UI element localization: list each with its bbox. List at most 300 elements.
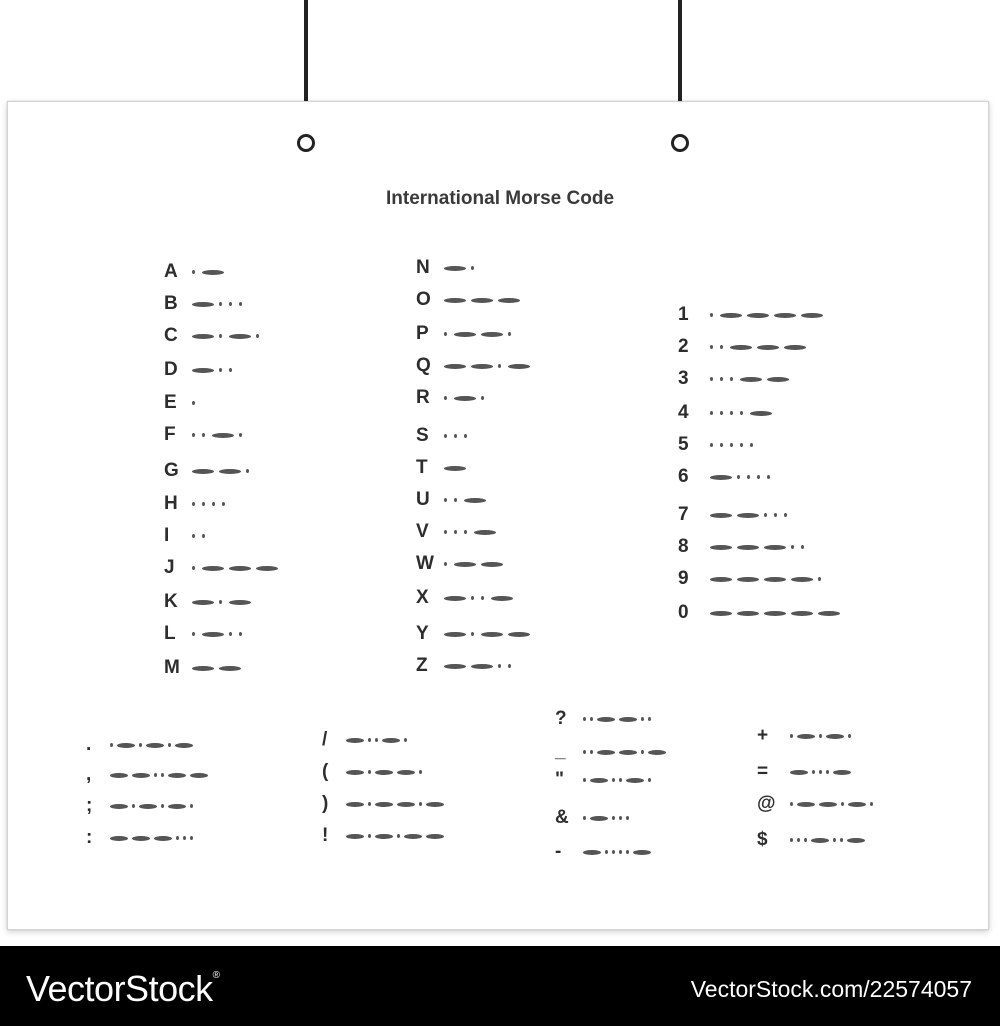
morse-dash	[797, 802, 815, 807]
morse-dot	[648, 717, 651, 721]
morse-dot	[720, 377, 723, 381]
morse-symbol: C	[164, 325, 178, 346]
morse-dot	[750, 443, 753, 447]
morse-symbol: I	[164, 525, 170, 546]
morse-dash	[444, 632, 466, 637]
morse-dot	[710, 345, 713, 349]
morse-code	[192, 497, 232, 511]
morse-dot	[804, 838, 807, 842]
morse-symbol: -	[555, 841, 562, 862]
morse-dot	[730, 377, 733, 381]
morse-dash	[767, 377, 789, 382]
morse-symbol: U	[416, 489, 430, 510]
morse-dot	[730, 443, 733, 447]
morse-dash	[444, 466, 466, 471]
morse-dash	[508, 632, 530, 637]
morse-symbol: X	[416, 587, 429, 608]
morse-dash	[444, 664, 466, 669]
morse-symbol: B	[164, 293, 178, 314]
morse-dot	[720, 411, 723, 415]
morse-dot	[790, 802, 793, 806]
morse-dot	[229, 632, 232, 636]
registered-mark: ®	[212, 970, 220, 981]
morse-dot	[797, 838, 800, 842]
morse-dash	[498, 298, 520, 303]
morse-dot	[404, 738, 407, 742]
morse-code	[444, 591, 518, 605]
morse-dot	[848, 734, 851, 738]
morse-dash	[508, 364, 530, 369]
morse-dash	[256, 566, 278, 571]
morse-dot	[737, 475, 740, 479]
morse-code	[710, 572, 828, 586]
morse-dot	[190, 836, 193, 840]
morse-dash	[154, 836, 172, 841]
morse-dot	[161, 773, 164, 777]
morse-dash	[626, 778, 644, 783]
morse-dash	[229, 600, 251, 605]
morse-dot	[239, 302, 242, 306]
morse-dash	[764, 577, 786, 582]
morse-symbol: /	[322, 729, 328, 750]
morse-dash	[747, 313, 769, 318]
morse-dot	[256, 334, 259, 338]
morse-dash	[426, 834, 444, 839]
morse-dot	[192, 632, 195, 636]
morse-code	[346, 829, 448, 843]
morse-dot	[612, 778, 615, 782]
morse-symbol: (	[322, 761, 329, 782]
morse-dash	[444, 266, 466, 271]
morse-dash	[471, 298, 493, 303]
morse-dash	[404, 834, 422, 839]
hanging-ring-right	[671, 134, 689, 152]
morse-dash	[219, 469, 241, 474]
morse-code	[710, 470, 777, 484]
morse-dot	[833, 838, 836, 842]
morse-dot	[626, 850, 629, 854]
morse-dash	[346, 834, 364, 839]
morse-dot	[583, 750, 586, 754]
morse-dash	[730, 345, 752, 350]
morse-dash	[720, 313, 742, 318]
morse-dash	[346, 802, 364, 807]
morse-dash	[764, 611, 786, 616]
morse-code	[192, 529, 212, 543]
morse-dash	[444, 298, 466, 303]
morse-dash	[790, 770, 808, 775]
morse-dash	[737, 577, 759, 582]
morse-dash	[633, 850, 651, 855]
morse-dash	[426, 802, 444, 807]
morse-dash	[146, 743, 164, 748]
morse-dot	[840, 838, 843, 842]
morse-dot	[498, 364, 501, 368]
morse-dot	[222, 502, 225, 506]
morse-dash	[737, 611, 759, 616]
morse-dot	[444, 434, 447, 438]
morse-symbol: +	[757, 725, 769, 746]
morse-dot	[641, 717, 644, 721]
morse-code	[444, 627, 535, 641]
morse-code	[710, 308, 828, 322]
morse-code	[710, 372, 794, 386]
morse-dash	[847, 838, 865, 843]
morse-dot	[583, 778, 586, 782]
morse-dash	[590, 778, 608, 783]
morse-code	[444, 429, 474, 443]
morse-dot	[176, 836, 179, 840]
morse-dot	[583, 717, 586, 721]
morse-dot	[764, 513, 767, 517]
morse-symbol: M	[164, 657, 180, 678]
morse-dot	[444, 498, 447, 502]
morse-symbol: 0	[678, 602, 689, 623]
hanging-ring-left	[297, 134, 315, 152]
morse-dash	[750, 411, 772, 416]
morse-symbol: T	[416, 457, 428, 478]
morse-symbol: E	[164, 392, 177, 413]
morse-dot	[612, 816, 615, 820]
morse-symbol: R	[416, 387, 430, 408]
morse-dash	[229, 334, 251, 339]
morse-dot	[612, 850, 615, 854]
morse-symbol: D	[164, 359, 178, 380]
morse-symbol: )	[322, 793, 329, 814]
morse-dot	[481, 596, 484, 600]
morse-dot	[192, 534, 195, 538]
morse-symbol: H	[164, 493, 178, 514]
morse-dot	[720, 345, 723, 349]
morse-dash	[471, 664, 493, 669]
morse-dot	[784, 513, 787, 517]
morse-dash	[811, 838, 829, 843]
morse-dot	[444, 562, 447, 566]
morse-symbol: ,	[86, 764, 92, 785]
morse-dash	[474, 530, 496, 535]
morse-dot	[818, 577, 821, 581]
morse-code	[192, 428, 249, 442]
morse-code	[710, 340, 811, 354]
morse-dash	[454, 332, 476, 337]
morse-symbol: :	[86, 827, 93, 848]
morse-dot	[219, 600, 222, 604]
morse-dot	[791, 545, 794, 549]
morse-dash	[190, 773, 208, 778]
morse-dot	[444, 530, 447, 534]
morse-code	[192, 627, 249, 641]
morse-dot	[368, 802, 371, 806]
morse-symbol: V	[416, 521, 429, 542]
morse-dash	[710, 545, 732, 550]
morse-dash	[117, 743, 135, 748]
morse-symbol: Z	[416, 655, 428, 676]
morse-dot	[454, 530, 457, 534]
morse-dash	[583, 850, 601, 855]
morse-dot	[757, 475, 760, 479]
morse-dash	[229, 566, 251, 571]
morse-code	[444, 293, 525, 307]
morse-symbol: 8	[678, 536, 689, 557]
morse-symbol: _	[555, 741, 566, 762]
morse-code	[583, 712, 655, 726]
morse-code	[192, 329, 266, 343]
morse-dash	[139, 804, 157, 809]
morse-dot	[229, 368, 232, 372]
morse-code	[790, 765, 855, 779]
morse-dash	[619, 717, 637, 722]
morse-code	[583, 845, 655, 859]
morse-dot	[229, 302, 232, 306]
morse-symbol: S	[416, 425, 429, 446]
morse-code	[790, 797, 877, 811]
morse-dot	[454, 434, 457, 438]
morse-dash	[132, 836, 150, 841]
morse-dash	[375, 770, 393, 775]
morse-dash	[202, 632, 224, 637]
morse-symbol: K	[164, 591, 178, 612]
morse-symbol: 1	[678, 304, 689, 325]
morse-dot	[154, 773, 157, 777]
morse-dash	[819, 802, 837, 807]
morse-code	[790, 729, 855, 743]
morse-dot	[161, 804, 164, 808]
morse-code	[346, 733, 411, 747]
morse-dot	[870, 802, 873, 806]
morse-dot	[790, 734, 793, 738]
morse-dot	[481, 396, 484, 400]
morse-dash	[848, 802, 866, 807]
morse-symbol: A	[164, 261, 178, 282]
morse-dot	[239, 433, 242, 437]
morse-dash	[710, 475, 732, 480]
morse-dash	[471, 364, 493, 369]
morse-symbol: 6	[678, 466, 689, 487]
morse-dot	[710, 443, 713, 447]
morse-dot	[740, 411, 743, 415]
morse-dash	[590, 816, 608, 821]
morse-dash	[597, 717, 615, 722]
stock-id: VectorStock.com/22574057	[690, 976, 972, 1002]
morse-dash	[710, 577, 732, 582]
morse-symbol: L	[164, 623, 176, 644]
morse-dash	[192, 368, 214, 373]
morse-dash	[192, 666, 214, 671]
morse-dot	[202, 433, 205, 437]
morse-dot	[619, 850, 622, 854]
morse-dot	[419, 802, 422, 806]
poster-title: International Morse Code	[385, 188, 615, 209]
morse-dot	[246, 469, 249, 473]
morse-dash	[202, 566, 224, 571]
morse-dash	[481, 332, 503, 337]
morse-dash	[110, 804, 128, 809]
morse-dash	[737, 513, 759, 518]
morse-dot	[375, 738, 378, 742]
morse-dot	[212, 502, 215, 506]
morse-code	[346, 797, 448, 811]
morse-code	[710, 508, 794, 522]
morse-dot	[464, 530, 467, 534]
morse-dot	[219, 334, 222, 338]
morse-dot	[444, 332, 447, 336]
morse-code	[192, 297, 249, 311]
morse-dash	[454, 562, 476, 567]
morse-dot	[774, 513, 777, 517]
morse-code	[444, 461, 471, 475]
morse-dash	[346, 738, 364, 743]
morse-dot	[454, 498, 457, 502]
morse-dash	[212, 433, 234, 438]
morse-symbol: O	[416, 289, 431, 310]
morse-dot	[619, 778, 622, 782]
morse-code	[110, 831, 197, 845]
morse-dot	[471, 266, 474, 270]
morse-dot	[110, 743, 113, 747]
morse-dot	[239, 632, 242, 636]
morse-symbol: 7	[678, 504, 689, 525]
morse-symbol: G	[164, 460, 179, 481]
morse-dash	[818, 611, 840, 616]
morse-dot	[192, 433, 195, 437]
morse-dot	[710, 313, 713, 317]
morse-code	[710, 406, 777, 420]
morse-dot	[819, 734, 822, 738]
morse-code	[583, 773, 655, 787]
morse-symbol: =	[757, 761, 769, 782]
morse-symbol: J	[164, 557, 175, 578]
morse-dot	[419, 770, 422, 774]
morse-dash	[791, 611, 813, 616]
morse-dash	[619, 750, 637, 755]
morse-dot	[183, 836, 186, 840]
morse-code	[710, 438, 760, 452]
morse-dot	[619, 816, 622, 820]
morse-symbol: N	[416, 257, 430, 278]
morse-code	[444, 261, 481, 275]
morse-symbol: W	[416, 553, 434, 574]
morse-dot	[767, 475, 770, 479]
morse-code	[444, 659, 518, 673]
morse-code	[192, 561, 283, 575]
morse-dot	[590, 717, 593, 721]
morse-code	[444, 525, 501, 539]
morse-dash	[710, 611, 732, 616]
morse-code	[110, 768, 212, 782]
morse-dash	[168, 804, 186, 809]
morse-symbol: Y	[416, 623, 429, 644]
morse-code	[710, 540, 811, 554]
morse-dash	[464, 498, 486, 503]
morse-dash	[375, 834, 393, 839]
morse-dash	[454, 396, 476, 401]
morse-dot	[397, 834, 400, 838]
morse-dot	[498, 664, 501, 668]
morse-code	[192, 265, 229, 279]
morse-symbol: 3	[678, 368, 689, 389]
morse-symbol: &	[555, 807, 569, 828]
morse-dot	[819, 770, 822, 774]
morse-code	[192, 595, 256, 609]
morse-dot	[190, 804, 193, 808]
morse-dot	[471, 596, 474, 600]
morse-code	[444, 391, 491, 405]
morse-dot	[368, 770, 371, 774]
morse-dash	[481, 562, 503, 567]
morse-symbol: .	[86, 734, 92, 755]
morse-dash	[346, 770, 364, 775]
morse-dot	[801, 545, 804, 549]
morse-symbol: 9	[678, 568, 689, 589]
morse-dot	[192, 566, 195, 570]
morse-symbol: "	[555, 769, 565, 790]
morse-symbol: 4	[678, 402, 689, 423]
morse-symbol: F	[164, 424, 176, 445]
morse-dot	[132, 804, 135, 808]
morse-dash	[202, 270, 224, 275]
morse-code	[444, 359, 535, 373]
morse-dash	[192, 334, 214, 339]
morse-dot	[605, 850, 608, 854]
morse-dot	[202, 534, 205, 538]
morse-code	[583, 811, 633, 825]
morse-dot	[464, 434, 467, 438]
brand-logo	[26, 968, 219, 1010]
morse-dash	[397, 802, 415, 807]
morse-dash	[481, 632, 503, 637]
morse-dot	[710, 377, 713, 381]
morse-dot	[192, 401, 195, 405]
morse-dash	[784, 345, 806, 350]
morse-dash	[192, 469, 214, 474]
morse-dash	[826, 734, 844, 739]
morse-symbol: ;	[86, 795, 93, 816]
morse-dot	[368, 834, 371, 838]
morse-dash	[444, 596, 466, 601]
morse-code	[583, 745, 670, 759]
morse-code	[192, 396, 202, 410]
morse-dash	[797, 734, 815, 739]
morse-dash	[175, 743, 193, 748]
morse-dot	[219, 368, 222, 372]
morse-code	[110, 799, 197, 813]
morse-dot	[471, 632, 474, 636]
morse-dot	[168, 743, 171, 747]
morse-dot	[841, 802, 844, 806]
morse-symbol: 2	[678, 336, 689, 357]
morse-dot	[790, 838, 793, 842]
morse-dot	[720, 443, 723, 447]
morse-dash	[219, 666, 241, 671]
morse-dash	[791, 577, 813, 582]
morse-symbol: $	[757, 829, 768, 850]
morse-dot	[192, 270, 195, 274]
morse-dash	[648, 750, 666, 755]
morse-dot	[626, 816, 629, 820]
morse-dot	[826, 770, 829, 774]
morse-symbol: @	[757, 793, 776, 814]
morse-dash	[192, 600, 214, 605]
morse-dash	[110, 836, 128, 841]
morse-dash	[740, 377, 762, 382]
morse-dot	[444, 396, 447, 400]
morse-dot	[139, 743, 142, 747]
morse-dot	[508, 664, 511, 668]
morse-dash	[764, 545, 786, 550]
morse-dot	[747, 475, 750, 479]
morse-dot	[192, 502, 195, 506]
morse-dot	[648, 778, 651, 782]
